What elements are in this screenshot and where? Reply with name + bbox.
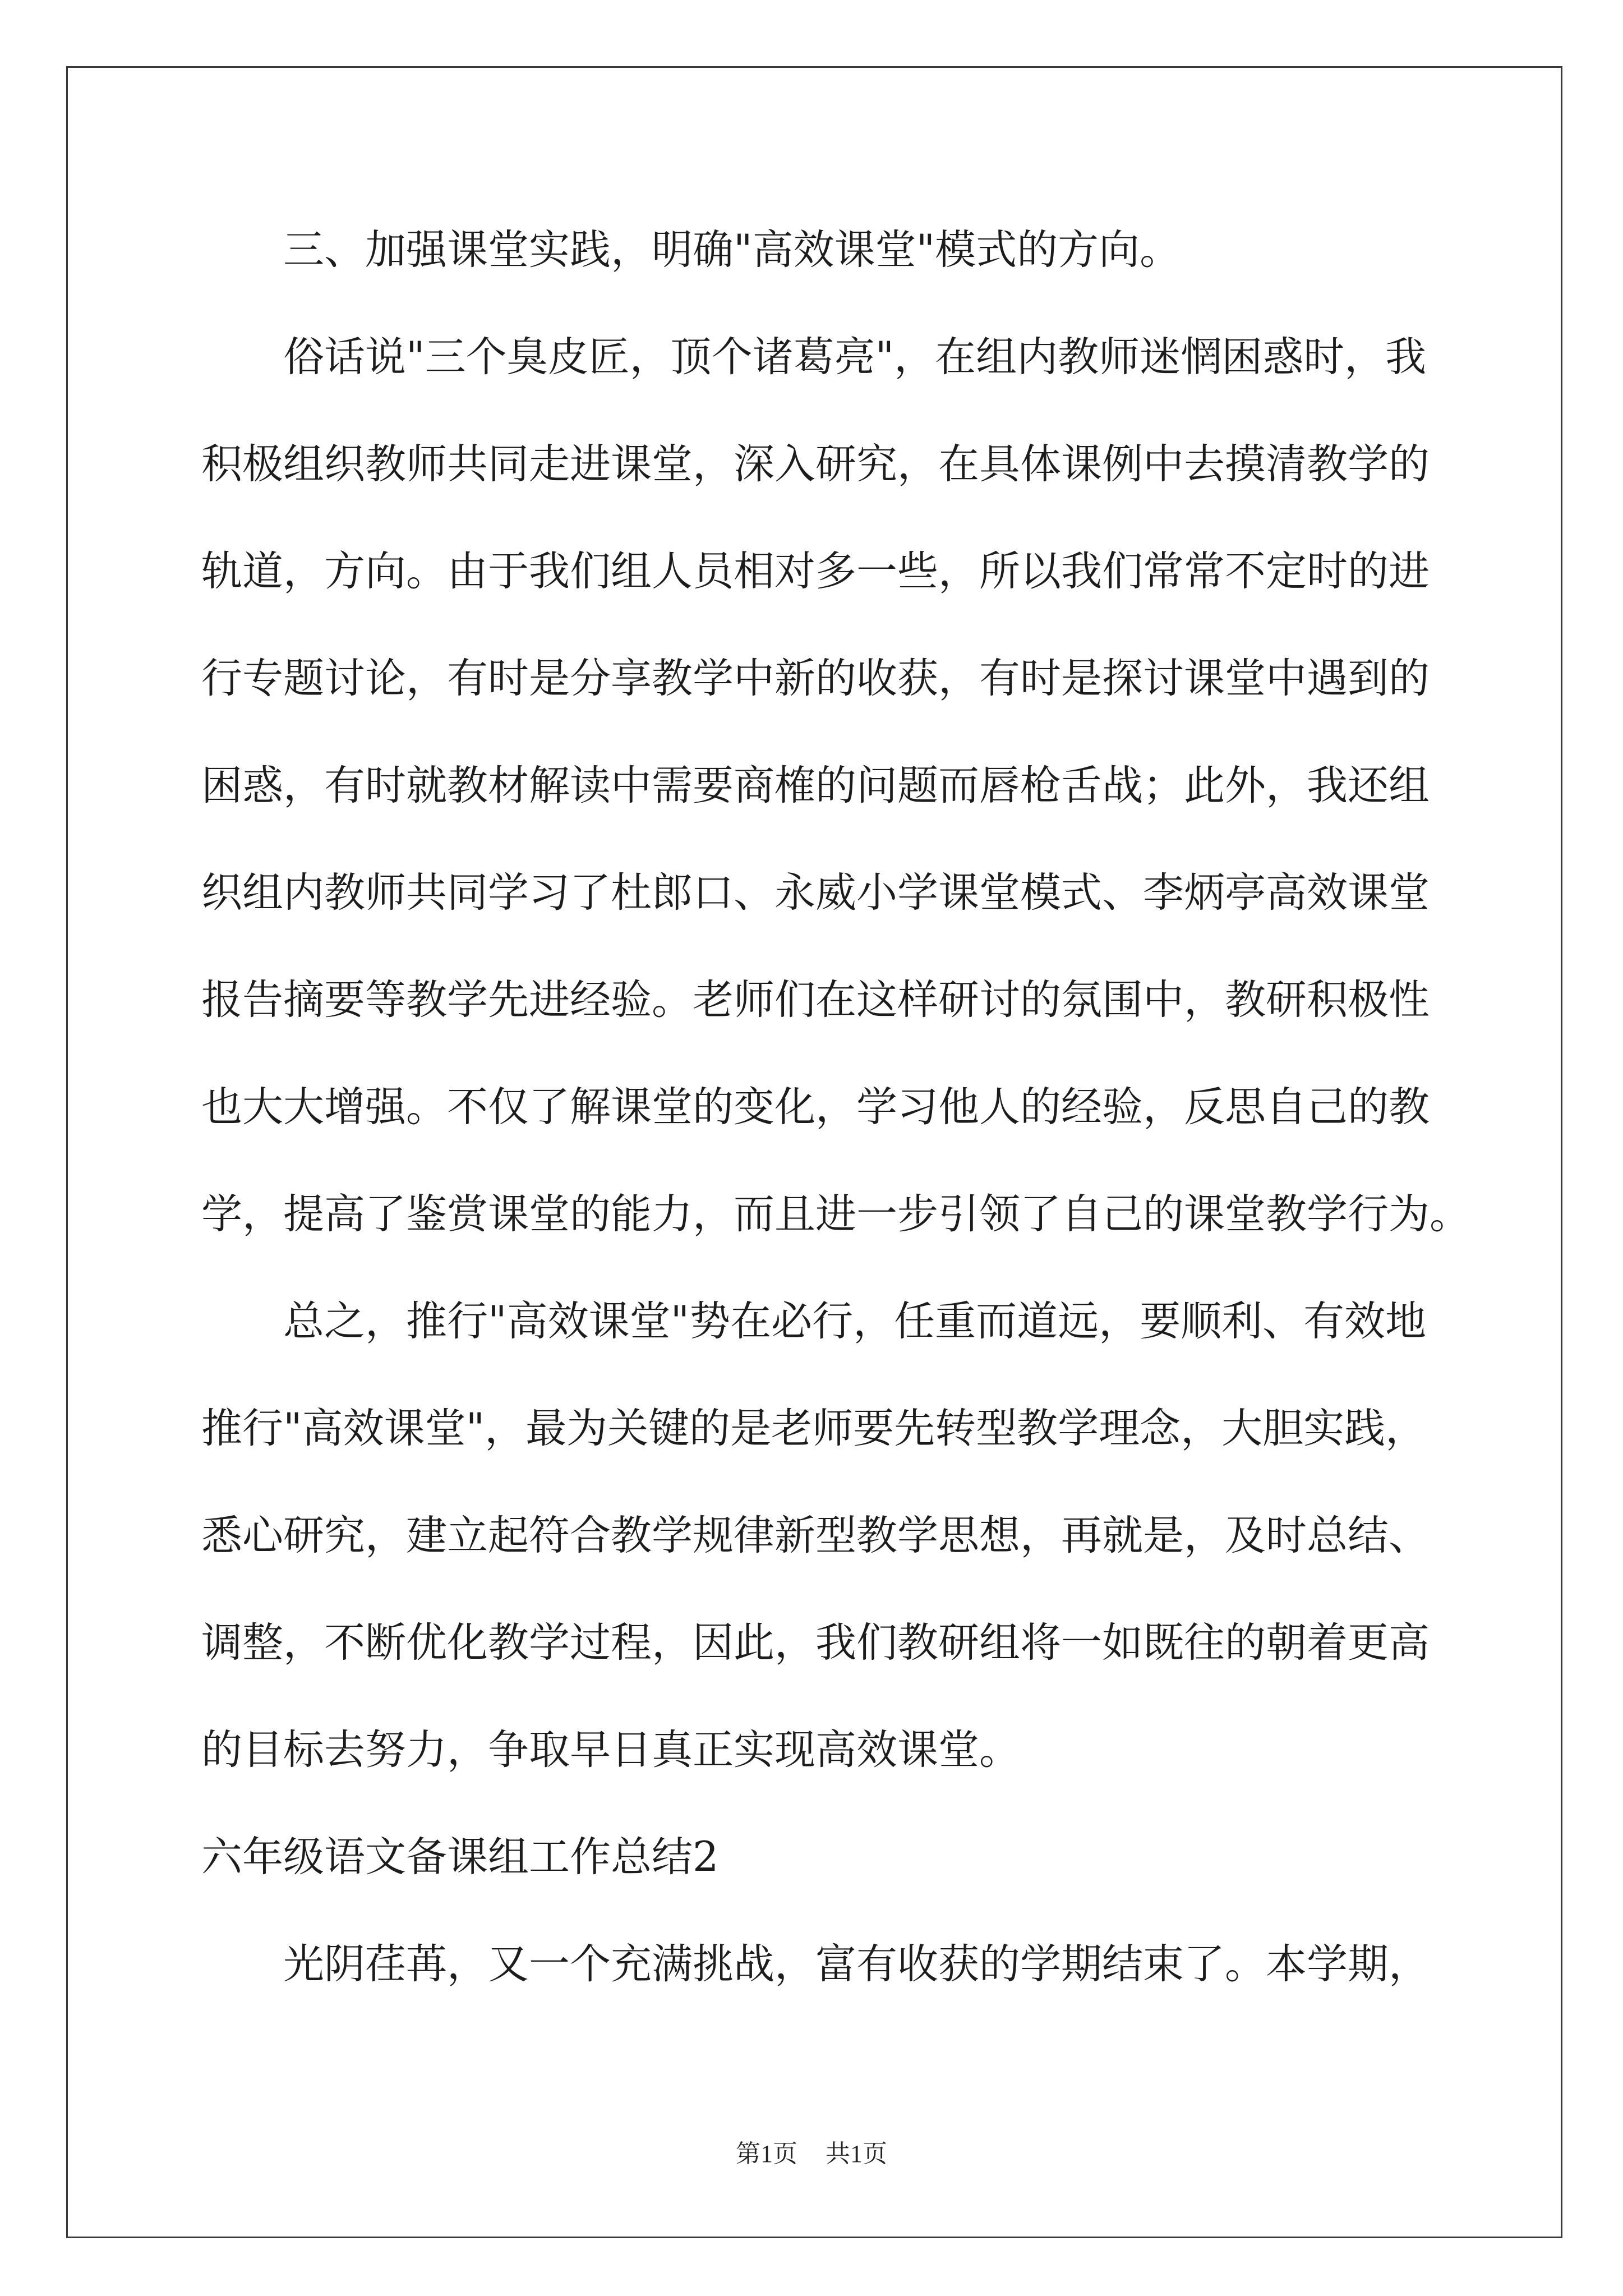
text-line: 悉心研究，建立起符合教学规律新型教学思想，再就是，及时总结、: [201, 1512, 1430, 1559]
page-number: 第1页: [736, 2140, 797, 2168]
paragraph: [201, 196, 1491, 303]
text-line: 光阴荏苒，又一个充满挑战，富有收获的学期结束了。本学期，: [283, 1940, 1430, 1988]
text-line: 的目标去努力，争取早日真正实现高效课堂。: [201, 1726, 1020, 1774]
paragraph: [201, 1911, 1491, 2018]
text-line: 报告摘要等教学先进经验。老师们在这样研讨的氛围中，教研积极性: [201, 976, 1430, 1024]
text-line: 困惑，有时就教材解读中需要商榷的问题而唇枪舌战；此外，我还组: [201, 762, 1430, 809]
text-line: 俗话说"三个臭皮匠，顶个诸葛亮"，在组内教师迷惘困惑时，我: [283, 333, 1427, 381]
text-line: 轨道，方向。由于我们组人员相对多一些，所以我们常常不定时的进: [201, 547, 1430, 595]
section-heading: 六年级语文备课组工作总结2: [201, 1833, 719, 1881]
text-line: 也大大增强。不仅了解课堂的变化，学习他人的经验，反思自己的教: [201, 1083, 1430, 1131]
page-footer: [0, 2138, 1623, 2170]
text-line: 三、加强课堂实践，明确"高效课堂"模式的方向。: [283, 226, 1181, 274]
paragraph: [201, 303, 1491, 1268]
text-line: 学，提高了鉴赏课堂的能力，而且进一步引领了自己的课堂教学行为。: [201, 1190, 1470, 1238]
paragraph: [201, 1268, 1491, 1803]
page-total: 共1页: [826, 2140, 887, 2168]
text-line: 行专题讨论，有时是分享教学中新的收获，有时是探讨课堂中遇到的: [201, 655, 1430, 702]
text-line: 推行"高效课堂"，最为关键的是老师要先转型教学理念，大胆实践，: [201, 1405, 1427, 1452]
text-line: 调整，不断优化教学过程，因此，我们教研组将一如既往的朝着更高: [201, 1619, 1430, 1667]
text-line: 积极组织教师共同走进课堂，深入研究，在具体课例中去摸清教学的: [201, 440, 1430, 488]
text-line: 织组内教师共同学习了杜郎口、永威小学课堂模式、李炳亭高效课堂: [201, 869, 1430, 917]
text-line: 总之，推行"高效课堂"势在必行，任重而道远，要顺利、有效地: [283, 1297, 1427, 1345]
document-body: [201, 196, 1491, 2018]
